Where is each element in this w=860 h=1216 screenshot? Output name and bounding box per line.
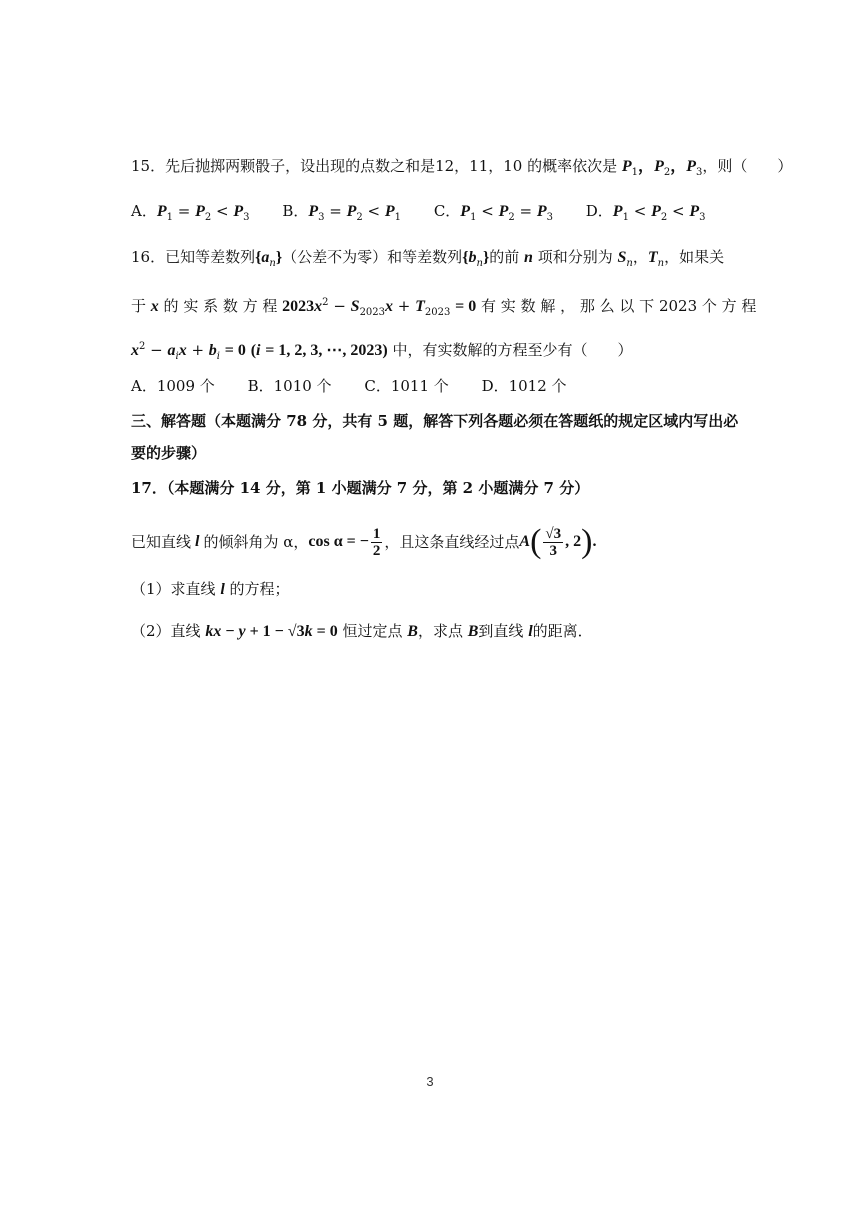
q17-part2: （2）直线 kx − y + 1 − √3k = 0 恒过定点 B，求点 B到直线 l的距离． [131,622,593,640]
q16-option-a[interactable]: A．1009 个 [131,377,215,395]
q17-frac-half: $\frac{1}{2}$ [372,525,381,559]
q15-option-c[interactable]: C．$P_1 < P_2 = P_3$ [433,202,553,223]
page-number: 3 [426,1074,434,1089]
q17-frac-point: $\frac{√3}{3}$ [545,525,562,559]
q15-stem: 15．先后抛掷两颗骰子，设出现的点数之和是12，11，10 的概率依次是 $P_1$，$P_2$，$P_3$，则（ ） [131,157,793,178]
q17-stem-c: ，且这条直线经过点 [384,533,520,551]
q15-option-a[interactable]: A．$P_1 = P_2 < P_3$ [131,202,250,223]
q16-line2: 于 x 的 实 系 数 方 程 $2023x^2 - S_{2023}x + T_{2023} = 0$ 有 实 数 解 ， 那 么 以 下 2023 个 方 程 [131,297,757,318]
q16-option-b[interactable]: B．1010 个 [247,377,332,395]
q16-option-c[interactable]: C．1011 个 [364,377,449,395]
q17-heading: 17．（本题满分 14 分，第 1 小题满分 7 分，第 2 小题满分 7 分） [131,479,590,497]
q15-option-d[interactable]: D．$P_1 < P_2 < P_3$ [585,202,706,223]
q17-part1: （1）求直线 l 的方程； [131,580,290,598]
q15-options [131,200,733,229]
q15-option-b[interactable]: B．$P_3 = P_2 < P_1$ [282,202,402,223]
q16-options [131,375,595,397]
q16-line3: $x^2 - a_ix + b_i = 0$ (i = 1, 2, 3, ⋯, 2023) 中，有实数解的方程至少有（ ） [131,341,633,362]
q17-stem: 已知直线 l 的倾斜角为 α， cos α = − $\frac{1}{2}$ ，且这条直线经过点 A ( $\frac{√3}{3}$ , 2 ) . [131,523,597,560]
q16-option-d[interactable]: D．1012 个 [481,377,567,395]
q17-stem-a: 已知直线 [131,533,192,551]
q17-stem-b: 的倾斜角为 α， [203,533,309,551]
q16-line1: 16．已知等差数列$\{a_n\}$（公差不为零）和等差数列$\{b_n\}$的前 n 项和分别为 $S_n$，$T_n$，如果关 [131,248,725,269]
section3-heading-line1: 三、解答题（本题满分 78 分，共有 5 题，解答下列各题必须在答题纸的规定区域内写出必 [131,412,739,430]
section3-heading-line2: 要的步骤） [131,444,207,462]
